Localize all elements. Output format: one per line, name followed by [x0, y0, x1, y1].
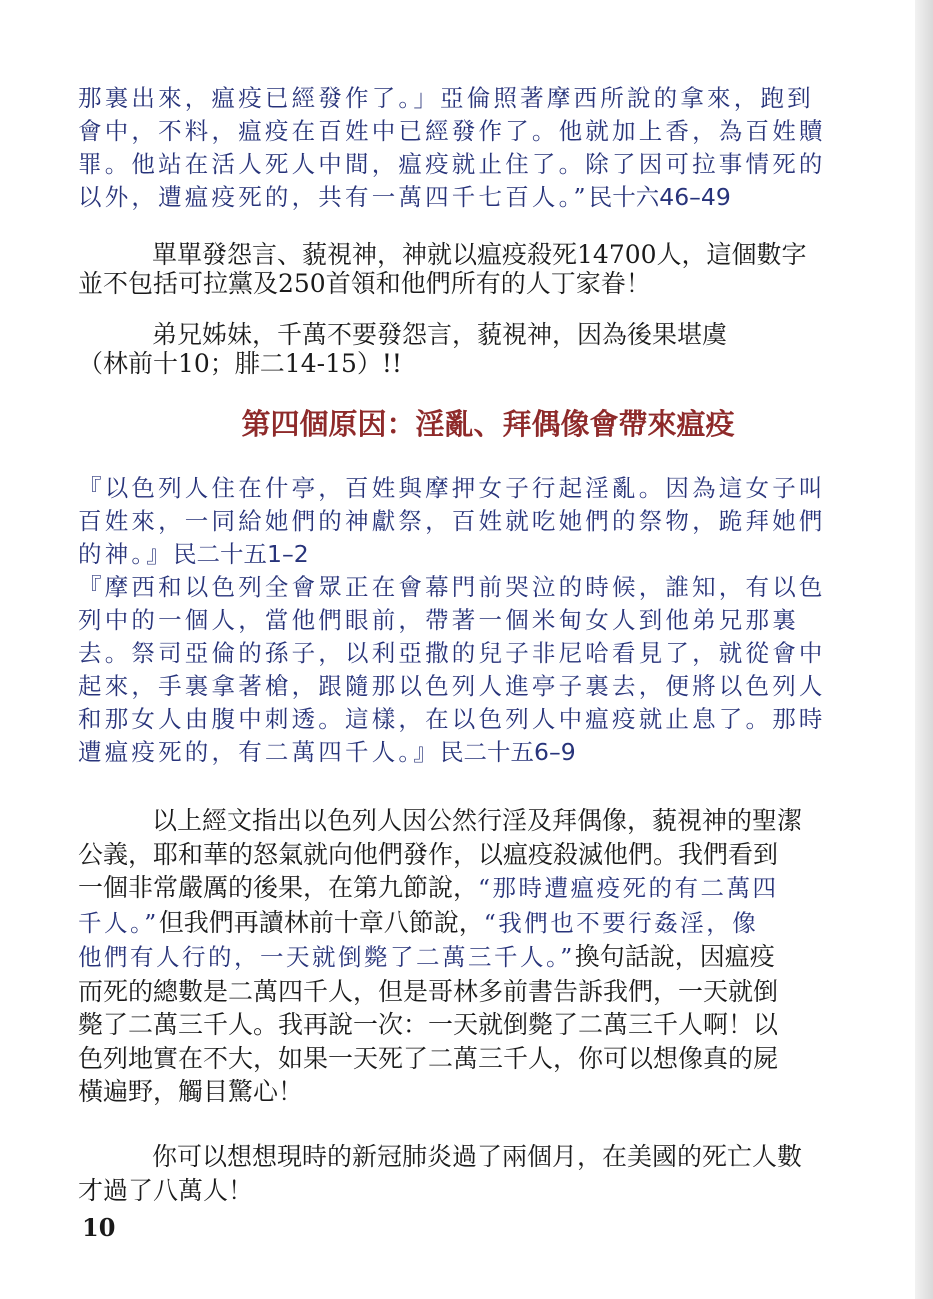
quote-text: 以外，遭瘟疫死的，共有一萬四千七百人。” — [78, 183, 589, 211]
quote-line: 罪。他站在活人死人中間，瘟疫就止住了。除了因可拉事情死的 — [78, 150, 826, 178]
paragraph-4 — [78, 1140, 802, 1207]
paragraph-line: 弟兄姊妹，千萬不要發怨言，藐視神，因為後果堪虞 — [152, 320, 728, 349]
paragraph-line: 斃了二萬三千人。我再說一次：一天就倒斃了二萬三千人啊！以 — [78, 1010, 779, 1039]
paragraph-line: 並不包括可拉黨及250首領和他們所有的人丁家眷！ — [78, 269, 651, 298]
paragraph-line — [78, 906, 802, 941]
quote-line: 那裏出來，瘟疫已經發作了。」亞倫照著摩西所說的拿來，跑到 — [78, 84, 814, 112]
paragraph-line: 公義，耶和華的怒氣就向他們發作，以瘟疫殺滅他們。我們看到 — [78, 839, 779, 869]
quote-line: 列中的一個人，當他們眼前，帶著一個米甸女人到他弟兄那裏 — [78, 606, 799, 634]
quote-line: 去。祭司亞倫的孫子，以利亞撒的兒子非尼哈看見了，就從會中 — [78, 639, 826, 667]
quote-text: 的神。』 — [78, 540, 174, 568]
quote-line: 起來，手裏拿著槍，跟隨那以色列人進亭子裏去，便將以色列人 — [78, 672, 826, 700]
inline-quote: 千人。” — [78, 908, 159, 937]
quote-line — [78, 736, 826, 769]
paragraph-line — [78, 940, 802, 975]
paragraph-line: 色列地實在不大，如果一天死了二萬三千人，你可以想像真的屍 — [78, 1043, 779, 1073]
quote-text: 遭瘟疫死的，有二萬四千人。』 — [78, 738, 441, 766]
quote-line: 『以色列人住在什亭，百姓與摩押女子行起淫亂。因為這女子叫 — [78, 474, 826, 502]
scripture-quote-1 — [78, 82, 826, 214]
inline-quote: “我們也不要行姦淫，像 — [483, 908, 759, 937]
scripture-quote-2 — [78, 472, 826, 571]
paragraph-2 — [78, 320, 727, 378]
quote-line: 會中，不料，瘟疫在百姓中已經發作了。他就加上香，為百姓贖 — [78, 117, 826, 145]
scripture-reference: 民二十五6–9 — [440, 738, 576, 766]
quote-line: 百姓來，一同給她們的神獻祭，百姓就吃她們的祭物，跪拜她們 — [78, 507, 826, 535]
quote-line: 和那女人由腹中刺透。這樣，在以色列人中瘟疫就止息了。那時 — [78, 705, 826, 733]
paragraph-text: 但我們再讀林前十章八節說， — [158, 907, 484, 937]
paragraph-line: 你可以想想現時的新冠肺炎過了兩個月，在美國的死亡人數 — [152, 1142, 803, 1171]
quote-line: 『摩西和以色列全會眾正在會幕門前哭泣的時候，誰知，有以色 — [78, 573, 826, 601]
page-number: 10 — [82, 1213, 116, 1242]
paragraph-3 — [78, 804, 802, 1109]
paragraph-line: 橫遍野，觸目驚心！ — [78, 1077, 304, 1106]
paragraph-line — [78, 871, 802, 906]
scripture-reference: 民二十五1–2 — [173, 540, 309, 568]
paragraph-line: （林前十10；腓二14-15）!! — [78, 349, 402, 378]
paragraph-line: 單單發怨言、藐視神，神就以瘟疫殺死14700人，這個數字 — [152, 240, 807, 269]
inline-quote: “那時遭瘟疫死的有二萬四 — [478, 874, 779, 902]
scripture-reference: 民十六46–49 — [588, 183, 731, 211]
scripture-quote-3 — [78, 571, 826, 769]
inline-quote: 他們有人行的，一天就倒斃了二萬三千人。” — [78, 943, 575, 971]
quote-line — [78, 538, 826, 571]
paragraph-line: 才過了八萬人！ — [78, 1175, 254, 1205]
paragraph-1 — [78, 240, 807, 298]
quote-line — [78, 181, 826, 214]
paragraph-text: 換句話說，因瘟疫 — [574, 942, 775, 971]
paragraph-line: 而死的總數是二萬四千人，但是哥林多前書告訴我們，一天就倒 — [78, 976, 779, 1006]
paragraph-line: 以上經文指出以色列人因公然行淫及拜偶像，藐視神的聖潔 — [152, 806, 803, 835]
section-heading: 第四個原因：淫亂、拜偶像會帶來瘟疫 — [241, 407, 735, 441]
paragraph-text: 一個非常嚴厲的後果，在第九節說， — [78, 873, 479, 902]
page-edge-shadow — [915, 0, 933, 1299]
